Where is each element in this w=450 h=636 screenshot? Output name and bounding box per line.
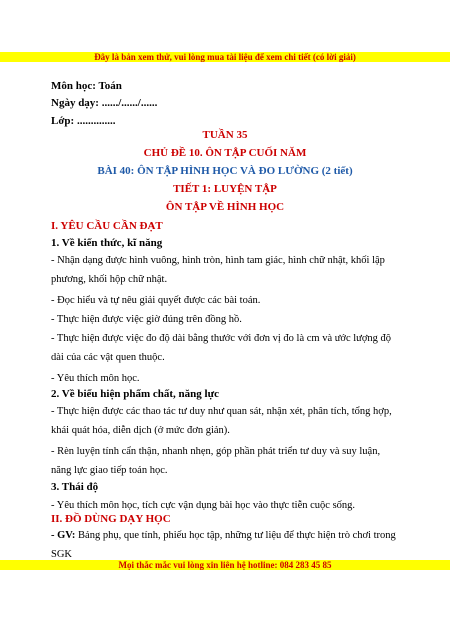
paragraph-love-subject: - Yêu thích môn học. (51, 373, 140, 384)
paragraph-teacher-materials (51, 526, 401, 564)
preview-notice-banner (0, 52, 450, 62)
paragraph-measure: - Thực hiện được việc đo độ dài bằng thước với đơn vị đo là cm và ước lượng độ dài của các vật quen thuộc. (51, 333, 392, 363)
paragraph-thinking: - Thực hiện được các thao tác tư duy như quan sát, nhận xét, phân tích, tổng hợp, khái quát hóa, diễn dịch (ở mức đơn giản). (51, 406, 392, 436)
hotline-text: Mọi thắc mắc vui lòng xin liên hệ hotline: 084 283 45 85 (118, 560, 332, 570)
section-requirements-title: I. YÊU CẦU CẦN ĐẠT (51, 220, 163, 232)
paragraph-shapes: - Nhận dạng được hình vuông, hình tròn, hình tam giác, hình chữ nhật, khối lập phương, khối hộp chữ nhật. (51, 255, 385, 285)
paragraph-attitude: - Yêu thích môn học, tích cực vận dụng bài học vào thực tiễn cuộc sống. (51, 500, 356, 511)
section-materials-title: II. ĐỒ DÙNG DẠY HỌC (51, 513, 171, 525)
period-heading: TIẾT 1: LUYỆN TẬP (173, 183, 277, 195)
subsection-attitude-title: 3. Thái độ (51, 481, 99, 493)
preview-notice-text: Đây là bản xem thử, vui lòng mua tài liệu để xem chi tiết (có lời giải) (94, 52, 356, 62)
paragraph-clock: - Thực hiện được việc giờ đúng trên đồng hồ. (51, 314, 242, 325)
date-line: Ngày dạy: ....../....../...... (51, 97, 158, 109)
subject-line: Môn học: Toán (51, 80, 122, 92)
paragraph-read-solve: - Đọc hiểu và tự nêu giải quyết được các bài toán. (51, 295, 261, 306)
week-heading: TUẦN 35 (202, 129, 248, 141)
hotline-banner (0, 560, 450, 570)
paragraph-practice: - Rèn luyện tính cẩn thận, nhanh nhẹn, góp phần phát triển tư duy và suy luận, năng lực giao tiếp toán học. (51, 446, 381, 476)
lesson-heading: BÀI 40: ÔN TẬP HÌNH HỌC VÀ ĐO LƯỜNG (2 tiết) (97, 165, 353, 177)
subsection-qualities-title: 2. Về biểu hiện phẩm chất, năng lực (51, 388, 220, 400)
teacher-materials-text: Bảng phụ, que tính, phiếu học tập, những tư liệu để thực hiện trò chơi trong SGK (51, 530, 396, 560)
teacher-label: - GV: (51, 530, 76, 541)
review-heading: ÔN TẬP VỀ HÌNH HỌC (165, 201, 285, 213)
subsection-knowledge-title: 1. Về kiến thức, kĩ năng (51, 237, 163, 249)
class-line: Lớp: .............. (51, 115, 116, 127)
topic-heading: CHỦ ĐỀ 10. ÔN TẬP CUỐI NĂM (143, 147, 307, 159)
